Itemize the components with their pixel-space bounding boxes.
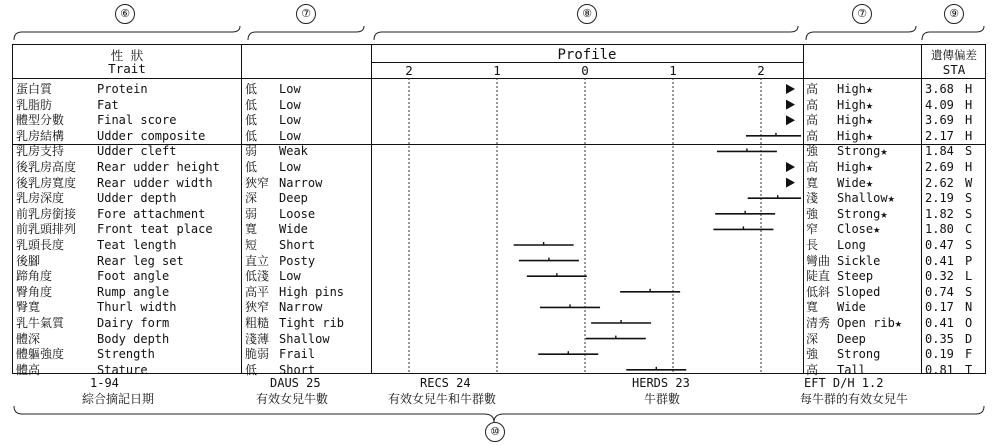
sta-code: O [965, 316, 973, 330]
sta-value: 3.68 [925, 82, 954, 96]
low-label-en: Loose [279, 206, 316, 221]
low-label-en: Tight rib [279, 316, 345, 330]
high-label-zh: 長 [806, 238, 819, 252]
sta-header-en: STA [942, 62, 966, 77]
marker-level-right: ⑦ [852, 4, 872, 24]
sta-value: 2.62 [925, 175, 954, 190]
marker-footer: ⑩ [485, 422, 505, 442]
low-label-zh: 低 [245, 97, 258, 112]
trait-name-zh: 體型分數 [16, 113, 65, 128]
scale-tick-label: 0 [581, 63, 589, 78]
low-label-zh: 脆弱 [245, 347, 270, 362]
low-label-en: Shallow [279, 331, 330, 346]
trait-name-zh: 體深 [16, 331, 41, 346]
low-label-en: Frail [279, 347, 316, 362]
trait-name-en: Thurl width [97, 300, 177, 315]
low-label-en: Low [279, 269, 301, 284]
trait-name-en: Rear udder width [97, 175, 213, 190]
scale-tick-label: 1 [669, 63, 677, 78]
low-label-zh: 粗糙 [245, 316, 270, 330]
low-label-zh: 短 [245, 238, 258, 252]
eft-value: EFT D/H 1.2 [804, 376, 884, 390]
sta-value: 0.81 [925, 362, 954, 377]
sta-code: N [965, 300, 973, 315]
trait-header-zh: 性 狀 [110, 48, 144, 63]
header-braces [0, 22, 1000, 44]
low-label-zh: 高平 [245, 284, 270, 299]
herds-value: HERDS 23 [632, 376, 690, 390]
trait-name-en: Front teat place [97, 222, 213, 237]
sta-value: 0.35 [925, 331, 954, 346]
sta-value: 0.47 [925, 238, 954, 252]
profile-header: Profile [557, 47, 617, 63]
sta-value: 0.41 [925, 316, 954, 330]
sta-code: F [965, 347, 973, 362]
trait-name-en: Protein [97, 82, 148, 96]
trait-name-zh: 乳頭長度 [16, 238, 65, 252]
high-label-en: High★ [837, 113, 874, 128]
sta-value: 0.41 [925, 253, 954, 268]
high-label-en: Strong★ [837, 144, 888, 159]
sta-code: S [965, 144, 973, 159]
marker-level-left: ⑦ [296, 4, 316, 24]
high-label-zh: 高 [806, 362, 819, 377]
off-scale-arrow [786, 115, 795, 125]
high-label-en: Open rib★ [837, 316, 903, 330]
low-label-en: Short [279, 238, 316, 252]
herds-label: 牛群數 [644, 392, 681, 406]
trait-name-zh: 臀角度 [16, 284, 53, 299]
high-label-zh: 強 [806, 347, 819, 362]
trait-name-en: Rear udder height [97, 160, 220, 174]
low-label-en: Narrow [279, 175, 323, 190]
high-label-en: Steep [837, 269, 874, 284]
high-label-zh: 清秀 [806, 316, 831, 330]
sta-code: H [965, 128, 973, 143]
trait-name-en: Teat length [97, 238, 177, 252]
high-label-en: Sickle [837, 253, 881, 268]
trait-name-zh: 後乳房高度 [16, 160, 77, 174]
low-label-zh: 弱 [245, 206, 258, 221]
low-label-en: Low [279, 113, 301, 128]
high-label-en: Strong [837, 347, 881, 362]
high-label-zh: 低斜 [806, 284, 831, 299]
high-label-en: Close★ [837, 222, 881, 237]
high-label-zh: 高 [806, 128, 819, 143]
trait-name-zh: 前乳頭排列 [16, 222, 77, 237]
off-scale-arrow [786, 84, 795, 94]
low-label-zh: 低 [245, 160, 258, 174]
scale-tick-label: 1 [493, 63, 501, 78]
sta-value: 1.80 [925, 222, 954, 237]
trait-name-en: Fat [97, 97, 119, 112]
trait-name-zh: 乳房支持 [16, 144, 65, 159]
high-label-en: Wide★ [837, 175, 874, 190]
sta-code: H [965, 82, 973, 96]
sta-code: S [965, 206, 973, 221]
trait-name-zh: 前乳房銜接 [16, 206, 77, 221]
sire-proof-table [12, 44, 986, 377]
sta-code: D [965, 331, 973, 346]
trait-name-en: Rump angle [97, 284, 170, 299]
high-label-en: Long [837, 238, 866, 252]
sta-code: L [965, 269, 973, 284]
high-label-zh: 陡直 [806, 269, 831, 284]
trait-name-en: Rear leg set [97, 253, 184, 268]
high-label-en: High★ [837, 97, 874, 112]
sta-code: S [965, 191, 973, 206]
trait-name-zh: 蛋白質 [16, 82, 53, 96]
high-label-zh: 強 [806, 206, 819, 221]
daus-label: 有效女兒牛數 [256, 392, 329, 406]
date-label: 綜合摘記日期 [82, 392, 155, 406]
sta-code: T [965, 362, 973, 377]
sta-code: C [965, 222, 973, 237]
low-label-en: Low [279, 82, 301, 96]
high-label-zh: 強 [806, 144, 819, 159]
trait-name-zh: 乳脂肪 [16, 97, 53, 112]
sta-value: 0.19 [925, 347, 954, 362]
low-label-en: High pins [279, 284, 345, 299]
marker-sta: ⑨ [944, 4, 964, 24]
sta-value: 2.17 [925, 128, 954, 143]
sta-value: 1.82 [925, 206, 954, 221]
trait-name-zh: 後腳 [16, 253, 41, 268]
high-label-zh: 深 [806, 331, 819, 346]
low-label-en: Deep [279, 191, 308, 206]
sta-value: 0.74 [925, 284, 954, 299]
low-label-zh: 深 [245, 191, 258, 206]
low-label-zh: 直立 [245, 253, 270, 268]
high-label-zh: 高 [806, 160, 819, 174]
low-label-zh: 寬 [245, 222, 258, 237]
low-label-zh: 低淺 [245, 269, 270, 284]
profile-plot [371, 78, 803, 374]
high-label-zh: 高 [806, 82, 819, 96]
high-label-zh: 寬 [806, 175, 819, 190]
off-scale-arrow [786, 100, 795, 110]
high-label-en: Tall [837, 362, 866, 377]
trait-name-zh: 乳房深度 [16, 191, 65, 206]
scale-tick-label: 2 [405, 63, 413, 78]
low-label-en: Low [279, 97, 301, 112]
sta-value: 0.17 [925, 300, 954, 315]
off-scale-arrow [786, 162, 795, 172]
trait-name-zh: 體高 [16, 362, 41, 377]
trait-name-en: Strength [97, 347, 155, 362]
trait-name-zh: 後乳房寬度 [16, 175, 77, 190]
high-label-zh: 寬 [806, 300, 819, 315]
high-label-en: Deep [837, 331, 866, 346]
trait-name-en: Foot angle [97, 269, 170, 284]
eft-label: 每牛群的有效女兒牛 [800, 392, 909, 406]
low-label-zh: 狹窄 [245, 300, 270, 315]
marker-profile: ⑧ [577, 4, 597, 24]
low-label-zh: 狹窄 [245, 175, 270, 190]
trait-name-zh: 乳牛氣質 [16, 316, 65, 330]
trait-header-en: Trait [108, 61, 146, 76]
trait-name-zh: 臀寬 [16, 300, 41, 315]
low-label-en: Wide [279, 222, 308, 237]
sta-code: H [965, 97, 973, 112]
sta-value: 0.32 [925, 269, 954, 284]
daus-value: DAUS 25 [270, 376, 321, 390]
high-label-en: Sloped [837, 284, 881, 299]
low-label-zh: 低 [245, 128, 258, 143]
low-label-zh: 弱 [245, 144, 258, 159]
scale-tick-label: 2 [757, 63, 765, 78]
high-label-zh: 彎曲 [806, 253, 831, 268]
high-label-en: Wide [837, 300, 866, 315]
low-label-en: Low [279, 128, 301, 143]
trait-name-zh: 蹄角度 [16, 269, 53, 284]
sta-code: P [965, 253, 973, 268]
trait-name-zh: 乳房結構 [16, 128, 65, 143]
col-divider [241, 45, 242, 373]
low-label-en: Posty [279, 253, 316, 268]
sta-code: S [965, 284, 973, 299]
high-label-zh: 淺 [806, 191, 819, 206]
col-divider [803, 45, 804, 373]
low-label-en: Weak [279, 144, 308, 159]
sta-value: 2.19 [925, 191, 954, 206]
recs-label: 有效女兒牛和牛群數 [388, 392, 497, 406]
trait-name-en: Stature [97, 362, 148, 377]
sta-value: 1.84 [925, 144, 954, 159]
low-label-zh: 低 [245, 82, 258, 96]
recs-value: RECS 24 [420, 376, 471, 390]
sta-code: H [965, 160, 973, 174]
trait-name-en: Udder cleft [97, 144, 177, 159]
sta-value: 2.69 [925, 160, 954, 174]
high-label-en: High★ [837, 128, 874, 143]
low-label-en: Short [279, 362, 316, 377]
trait-name-en: Udder depth [97, 191, 177, 206]
sta-code: S [965, 238, 973, 252]
trait-name-en: Udder composite [97, 128, 206, 143]
high-label-en: Strong★ [837, 206, 888, 221]
low-label-zh: 低 [245, 362, 258, 377]
low-label-en: Low [279, 160, 301, 174]
low-label-en: Narrow [279, 300, 323, 315]
high-label-en: Shallow★ [837, 191, 895, 206]
trait-name-en: Final score [97, 113, 177, 128]
sta-value: 3.69 [925, 113, 954, 128]
sta-value: 4.09 [925, 97, 954, 112]
high-label-zh: 高 [806, 97, 819, 112]
marker-trait: ⑥ [115, 4, 135, 24]
sta-code: W [965, 175, 973, 190]
low-label-zh: 低 [245, 113, 258, 128]
sta-code: H [965, 113, 973, 128]
trait-name-en: Body depth [97, 331, 170, 346]
high-label-zh: 窄 [806, 222, 819, 237]
high-label-en: High★ [837, 82, 874, 96]
col-divider [921, 45, 922, 373]
trait-name-zh: 體軀強度 [16, 347, 65, 362]
high-label-zh: 高 [806, 113, 819, 128]
off-scale-arrow [786, 178, 795, 188]
high-label-en: High★ [837, 160, 874, 174]
date-value: 1-94 [90, 376, 119, 390]
low-label-zh: 淺薄 [245, 331, 270, 346]
trait-name-en: Dairy form [97, 316, 170, 330]
trait-name-en: Fore attachment [97, 206, 206, 221]
sta-header-zh: 遺傳偏差 [931, 48, 977, 62]
